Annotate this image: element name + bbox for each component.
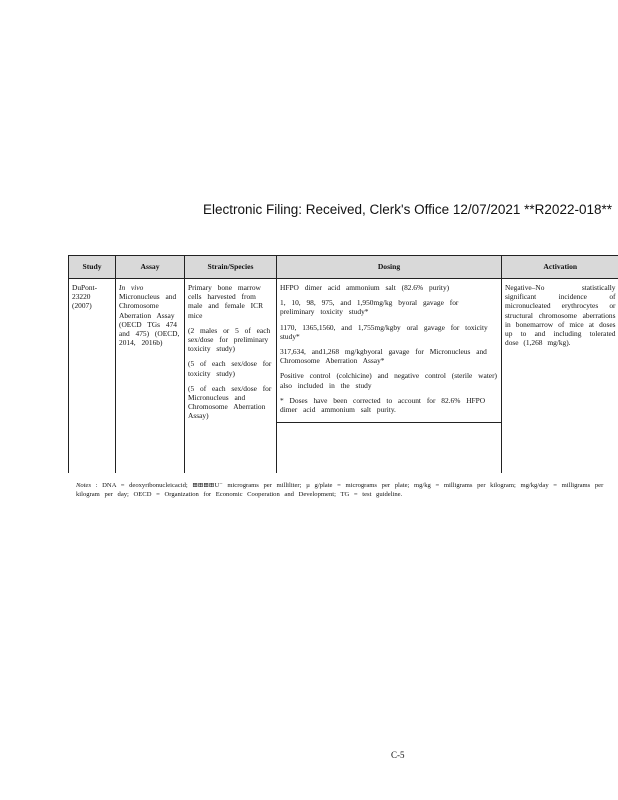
dosing-block: 1170, 1365,1560, and 1,755mg/kgby oral gavage for toxicity study* xyxy=(280,322,488,341)
notes-label: Notes xyxy=(76,482,92,489)
dosing-block: 317,634, and1,268 mg/kgbyoral gavage for Micronucleus and Chromosome Aberration Assay* xyxy=(280,347,487,366)
cell-strain-species xyxy=(185,279,277,474)
table-header-row xyxy=(69,256,618,279)
header-study: Study xyxy=(69,256,116,279)
dosing-block: HFPO dimer acid ammonium salt (82.6% purity) xyxy=(280,283,450,292)
table-notes xyxy=(76,482,616,499)
cell-activation xyxy=(502,279,618,474)
genotoxicity-table xyxy=(68,255,618,473)
header-assay: Assay xyxy=(116,256,185,279)
notes-text: : DNA = deoxyribonucleicacid; ⊞⊞⊞⊞U⁻ micrograms per milliliter; µ g/plate = micrograms per plate; mg/kg = milligrams per kilogram; mg/kg/day = milligrams per kilogram per day; OECD = Organization for Economic Cooperation and Development; TG = test guideline. xyxy=(76,482,604,498)
cell-study xyxy=(69,279,116,474)
strain-block: (2 males or 5 of each sex/dose for preliminary toxicity study) xyxy=(188,325,271,354)
table-row xyxy=(69,279,618,474)
header-strain-species: Strain/Species xyxy=(185,256,277,279)
dosing-block: Positive control (colchicine) and negative control (sterile water) also included in the study xyxy=(280,371,498,390)
assay-italic: In vivo xyxy=(119,283,144,292)
strain-block: Primary bone marrow cells harvested from male and female ICR mice xyxy=(188,283,264,320)
cell-assay xyxy=(116,279,185,474)
dosing-inner xyxy=(277,279,501,423)
electronic-filing-stamp: Electronic Filing: Received, Clerk's Office 12/07/2021 **R2022-018** xyxy=(202,202,612,217)
strain-block: (5 of each sex/dose for toxicity study) xyxy=(188,359,272,378)
study-text: DuPont-23220 (2007) xyxy=(72,283,98,311)
dosing-block: * Doses have been corrected to account for 82.6% HFPO dimer acid ammonium salt purity. xyxy=(280,395,486,415)
header-dosing: Dosing xyxy=(277,256,502,279)
dosing-block: 1, 10, 98, 975, and 1,950mg/kg byoral gavage for preliminary toxicity study* xyxy=(280,298,459,317)
page-number: C-5 xyxy=(391,750,405,760)
header-activation: Activation xyxy=(502,256,618,279)
cell-dosing xyxy=(277,279,502,474)
strain-block: (5 of each sex/dose for Micronucleus and Chromosome Aberration Assay) xyxy=(188,383,272,421)
activation-text: Negative–No statistically significant incidence of micronucleated erythrocytes or structural chromosome aberrations in bonemarrow of mice at doses up to and including tolerated dose (1,268 mg/kg). xyxy=(505,283,616,348)
assay-text: Micronucleus and Chromosome Aberration Assay (OECD TGs 474 and 475) (OECD, 2014, 2016b) xyxy=(119,292,180,348)
